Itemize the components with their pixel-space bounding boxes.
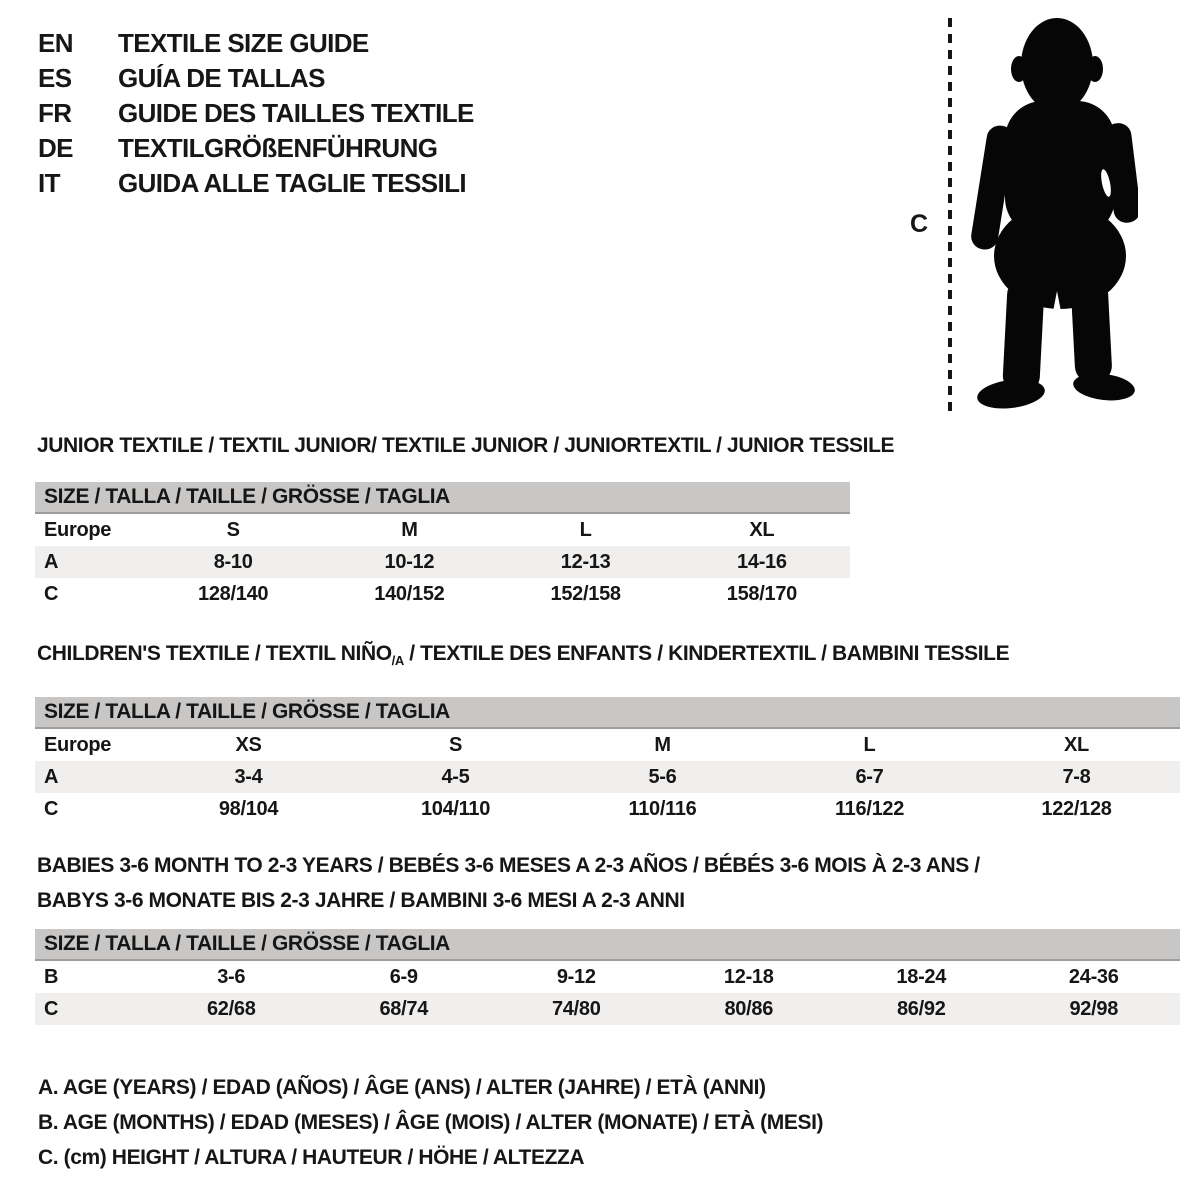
- dashed-measure-line: [948, 18, 952, 416]
- section-heading-children: [37, 642, 1180, 672]
- table-cell: M: [654, 733, 671, 756]
- footnote-line: B. AGE (MONTHS) / EDAD (MESES) / ÂGE (MOIS) / ALTER (MONATE) / ETÀ (MESI): [38, 1111, 824, 1134]
- table-row: [35, 578, 850, 610]
- table-row: [35, 793, 1180, 825]
- language-code: DE: [38, 133, 73, 163]
- table-cell: 12-18: [723, 965, 774, 988]
- table-body-babies: [35, 961, 1180, 1025]
- table-cell: M: [401, 518, 418, 541]
- table-cell: 140/152: [374, 582, 445, 605]
- footnote-line: C. (cm) HEIGHT / ALTURA / HAUTEUR / HÖHE / ALTEZZA: [38, 1146, 585, 1169]
- row-label: B: [44, 965, 59, 988]
- toddler-silhouette-icon: [963, 13, 1138, 415]
- table-cell: 80/86: [724, 997, 774, 1020]
- table-cell: 116/122: [834, 797, 905, 820]
- table-cell: 5-6: [648, 765, 677, 788]
- table-row: [35, 961, 1180, 993]
- table-cell: XL: [1064, 733, 1089, 756]
- height-measure-figure: [0, 0, 1200, 430]
- row-label: A: [44, 550, 59, 573]
- table-cell: 8-10: [213, 550, 253, 573]
- table-cell: 9-12: [556, 965, 596, 988]
- table-row: [35, 993, 1180, 1025]
- table-cell: 98/104: [218, 797, 279, 820]
- footnote-legend: [38, 1070, 823, 1175]
- row-label: A: [44, 765, 59, 788]
- table-cell: 18-24: [896, 965, 947, 988]
- row-label: C: [44, 582, 59, 605]
- heading-text: / TEXTILE DES ENFANTS / KINDERTEXTIL / BAMBINI TESSILE: [403, 642, 1010, 665]
- table-row: [35, 761, 1180, 793]
- table-cell: 14-16: [737, 550, 787, 573]
- heading-line-1: BABIES 3-6 MONTH TO 2-3 YEARS / BEBÉS 3-6 MESES A 2-3 AÑOS / BÉBÉS 3-6 MOIS À 2-3 ANS /: [37, 854, 980, 877]
- height-measure-label: C: [910, 210, 929, 238]
- table-cell: XS: [235, 733, 262, 756]
- table-cell: 12-13: [560, 550, 611, 573]
- table-cell: 152/158: [550, 582, 621, 605]
- row-label: C: [44, 997, 59, 1020]
- table-cell: L: [579, 518, 592, 541]
- table-cell: S: [226, 518, 240, 541]
- table-cell: 6-9: [389, 965, 418, 988]
- section-heading-junior: JUNIOR TEXTILE / TEXTIL JUNIOR/ TEXTILE JUNIOR / JUNIORTEXTIL / JUNIOR TESSILE: [37, 434, 895, 457]
- table-cell: 68/74: [379, 997, 429, 1020]
- table-cell: 3-4: [234, 765, 263, 788]
- table-body-junior: [35, 514, 850, 610]
- language-title: TEXTILE SIZE GUIDE: [118, 28, 369, 58]
- table-header-junior: SIZE / TALLA / TAILLE / GRÖSSE / TAGLIA: [35, 482, 850, 514]
- table-header-babies: SIZE / TALLA / TAILLE / GRÖSSE / TAGLIA: [35, 929, 1180, 961]
- row-label: Europe: [44, 733, 112, 756]
- section-heading-babies: [37, 848, 1180, 918]
- table-cell: 86/92: [896, 997, 946, 1020]
- table-cell: 92/98: [1069, 997, 1119, 1020]
- table-cell: 158/170: [726, 582, 797, 605]
- table-body-children: [35, 729, 1180, 825]
- language-title: GUIDA ALLE TAGLIE TESSILI: [118, 168, 467, 198]
- table-cell: 110/116: [628, 797, 697, 820]
- language-title: GUIDE DES TAILLES TEXTILE: [118, 98, 474, 128]
- heading-line-2: BABYS 3-6 MONATE BIS 2-3 JAHRE / BAMBINI 3-6 MESI A 2-3 ANNI: [37, 889, 685, 912]
- row-label: C: [44, 797, 59, 820]
- section-junior-textile: [35, 434, 895, 610]
- heading-subscript: /A: [391, 653, 404, 668]
- table-cell: 128/140: [198, 582, 269, 605]
- row-label: Europe: [44, 518, 112, 541]
- table-cell: 7-8: [1062, 765, 1091, 788]
- table-row: [35, 729, 1180, 761]
- table-row: [35, 546, 850, 578]
- table-cell: 122/128: [1041, 797, 1112, 820]
- footnote-line: A. AGE (YEARS) / EDAD (AÑOS) / ÂGE (ANS) / ALTER (JAHRE) / ETÀ (ANNI): [38, 1076, 766, 1099]
- language-code: FR: [38, 98, 72, 128]
- section-childrens-textile: [35, 642, 1180, 825]
- language-code: ES: [38, 63, 72, 93]
- table-cell: 62/68: [206, 997, 256, 1020]
- table-cell: 104/110: [420, 797, 491, 820]
- heading-text: CHILDREN'S TEXTILE / TEXTIL NIÑO: [37, 642, 392, 665]
- table-cell: 74/80: [551, 997, 601, 1020]
- language-title: GUÍA DE TALLAS: [118, 63, 325, 93]
- table-cell: 24-36: [1068, 965, 1119, 988]
- table-cell: L: [863, 733, 876, 756]
- table-cell: 4-5: [441, 765, 470, 788]
- table-cell: S: [448, 733, 463, 756]
- language-code: EN: [38, 28, 73, 58]
- table-cell: 10-12: [384, 550, 435, 573]
- table-header-children: SIZE / TALLA / TAILLE / GRÖSSE / TAGLIA: [35, 697, 1180, 729]
- table-cell: XL: [749, 518, 775, 541]
- language-title: TEXTILGRÖßENFÜHRUNG: [118, 133, 438, 163]
- section-babies-textile: [35, 848, 1180, 1025]
- table-cell: 3-6: [217, 965, 246, 988]
- table-row: [35, 514, 850, 546]
- table-cell: 6-7: [855, 765, 884, 788]
- language-code: IT: [38, 168, 60, 198]
